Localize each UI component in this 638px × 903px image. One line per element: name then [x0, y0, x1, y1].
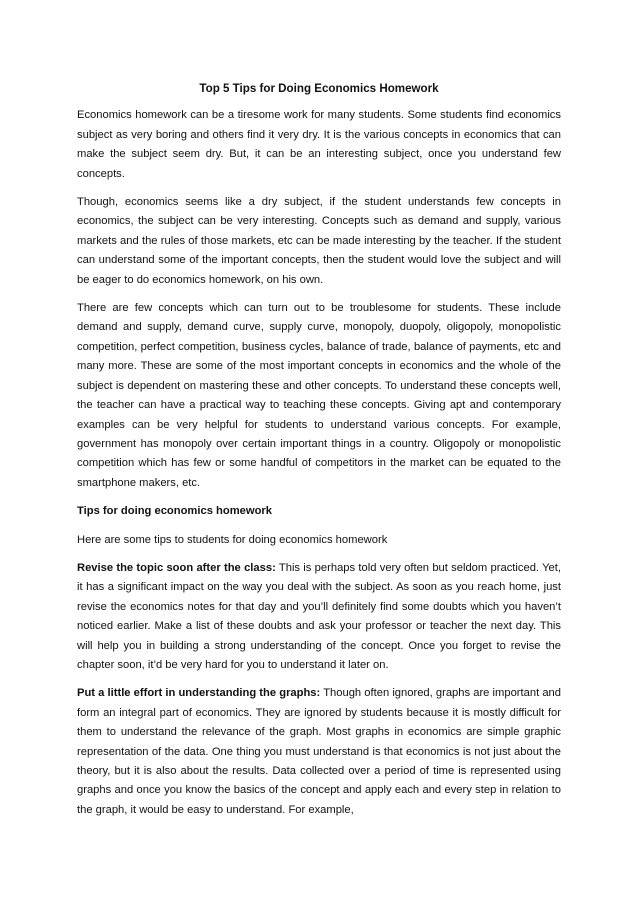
troublesome-concepts-paragraph: There are few concepts which can turn out to be troublesome for students. These include demand and supply, demand curve, supply curve, monopoly, duopoly, oligopoly, monopolistic competition, perfect competition, business cycles, balance of trade, balance of payments, etc and many more. These are some of the most important concepts in economics and the whole of the subject is dependent on mastering these and other concepts. To understand these concepts well, the teacher can have a practical way to teaching these concepts. Giving apt and contemporary examples can be very helpful for students to understand various concepts. For example, government has monopoly over certain important things in a country. Oligopoly or monopolistic competition which has few or some handful of competitors in the market can be equated to the smartphone makers, etc.: [77, 302, 561, 489]
document-body: [77, 79, 561, 829]
concepts-paragraph: Though, economics seems like a dry subject, if the student understands few concepts in economics, the subject can be very interesting. Concepts such as demand and supply, various markets and the rules of those markets, etc can be made interesting by the teacher. If the student can understand some of the important concepts, then the student would love the subject and will be eager to do economics homework, on his own.: [77, 196, 561, 286]
tips-heading: Tips for doing economics homework: [77, 505, 272, 518]
intro-paragraph: Economics homework can be a tiresome work for many students. Some students find economics subject as very boring and others find it very dry. It is the various concepts in economics that can make the subject seem dry. But, it can be an interesting subject, once you understand few concepts.: [77, 109, 561, 180]
tip-revise-topic: [77, 559, 561, 675]
tip-text: This is perhaps told very often but seldom practiced. Yet, it has a significant impact on the way you deal with the subject. As soon as you reach home, just revise the economics notes for that day and you’ll definitely find some doubts which you haven’t noticed earlier. Make a list of these doubts and ask your professor or teacher the next day. This will help you in building a strong understanding of the concept. Once you forget to revise the chapter soon, it’d be very hard for you to understand it later on.: [77, 561, 561, 671]
tip-lead: Revise the topic soon after the class:: [77, 561, 276, 574]
tips-intro: Here are some tips to students for doing economics homework: [77, 533, 388, 546]
tip-text: Though often ignored, graphs are important and form an integral part of economics. They are ignored by students because it is mostly difficult for them to understand the relevance of the graph. Most graphs in economics are simple graphic representation of the data. One thing you must understand is that economics is not just about the theory, but it is also about the results. Data collected over a period of time is represented using graphs and once you know the basics of the concept and apply each and every step in relation to the graph, it would be easy to understand. For example,: [77, 687, 561, 816]
tip-understand-graphs: [77, 684, 561, 820]
document-title: Top 5 Tips for Doing Economics Homework: [199, 82, 439, 95]
tip-lead: Put a little effort in understanding the graphs:: [77, 687, 321, 700]
